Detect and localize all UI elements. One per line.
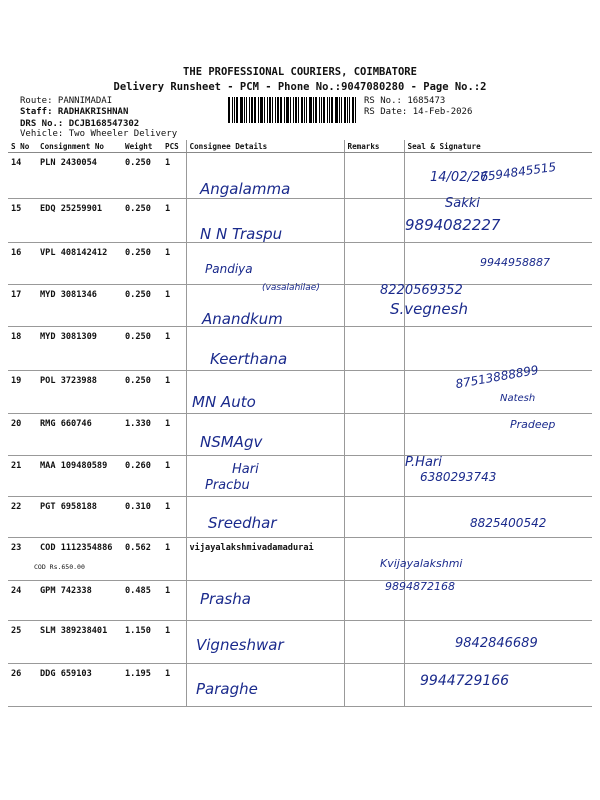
- row-pcs: [162, 371, 186, 414]
- handwritten-name: NSMAgv: [200, 433, 263, 451]
- row-consignment: [37, 243, 122, 285]
- row-sno-text: 14: [11, 158, 22, 168]
- barcode-bar: [272, 97, 273, 123]
- row-pcs: [162, 456, 186, 497]
- rs-no-label: RS No.: 1685473: [364, 96, 446, 106]
- row-sno-text: 23: [11, 543, 22, 553]
- row-pcs-text: 1: [165, 669, 171, 679]
- barcode-bar: [309, 97, 312, 123]
- row-weight-text: 0.562: [125, 543, 151, 553]
- row-remarks: [344, 621, 404, 664]
- row-consignment-text: COD 1112354886: [40, 543, 113, 553]
- row-remarks: [344, 153, 404, 199]
- row-weight-text: 1.330: [125, 419, 151, 429]
- barcode-bar: [264, 97, 265, 123]
- barcode-bar: [240, 97, 243, 123]
- barcode-bar: [267, 97, 268, 123]
- row-consignment-text: EDQ 25259901: [40, 204, 103, 214]
- row-weight-text: 0.485: [125, 586, 151, 596]
- barcode-bar: [269, 97, 271, 123]
- row-remarks: [344, 243, 404, 285]
- row-sno: [8, 414, 37, 456]
- row-seal: [404, 414, 592, 456]
- runsheet-table: [8, 140, 592, 707]
- row-sno-text: 21: [11, 461, 22, 471]
- row-consignment: [37, 371, 122, 414]
- row-sno: [8, 664, 37, 707]
- row-sno: [8, 456, 37, 497]
- barcode-bar: [284, 97, 285, 123]
- table-row: [8, 581, 592, 621]
- row-pcs: [162, 497, 186, 538]
- barcode-bar: [286, 97, 289, 123]
- row-consignment-text: DDG 659103: [40, 669, 92, 679]
- row-pcs: [162, 664, 186, 707]
- col-weight: Weight: [122, 140, 162, 153]
- row-consignment: [37, 621, 122, 664]
- row-pcs-text: 1: [165, 502, 171, 512]
- signature-text: Sakki: [445, 196, 480, 211]
- barcode-bar: [323, 97, 325, 123]
- barcode-bar: [319, 97, 320, 123]
- row-pcs: [162, 581, 186, 621]
- row-sno: [8, 581, 37, 621]
- handwritten-name: Paraghe: [196, 680, 258, 698]
- row-pcs-text: 1: [165, 158, 171, 168]
- row-sno: [8, 243, 37, 285]
- table-row: [8, 327, 592, 371]
- row-pcs: [162, 243, 186, 285]
- row-pcs-text: 1: [165, 626, 171, 636]
- barcode-bar: [251, 97, 253, 123]
- table-row: [8, 199, 592, 243]
- row-pcs-text: 1: [165, 461, 171, 471]
- barcode-bar: [293, 97, 294, 123]
- row-seal: [404, 327, 592, 371]
- row-pcs-text: 1: [165, 290, 171, 300]
- vehicle-label: Vehicle: Two Wheeler Delivery: [20, 129, 178, 139]
- row-weight: [122, 243, 162, 285]
- row-weight-text: 0.250: [125, 376, 151, 386]
- signature-text: 6380293743: [420, 470, 497, 484]
- barcode-bar: [339, 97, 340, 123]
- row-pcs-text: 1: [165, 419, 171, 429]
- row-pcs: [162, 621, 186, 664]
- row-weight-text: 0.250: [125, 158, 151, 168]
- row-weight: [122, 414, 162, 456]
- row-pcs: [162, 285, 186, 327]
- barcode-bar: [246, 97, 247, 123]
- row-remarks: [344, 497, 404, 538]
- route-label: Route: PANNIMADAI: [20, 96, 113, 106]
- row-sno: [8, 497, 37, 538]
- signature-text: Natesh: [500, 393, 536, 404]
- barcode-bar: [244, 97, 245, 123]
- row-pcs-text: 1: [165, 204, 171, 214]
- barcode-bar: [331, 97, 333, 123]
- cod-amount: COD Rs.650.00: [34, 563, 85, 571]
- signature-text: 9894872168: [385, 580, 455, 593]
- barcode-bar: [327, 97, 328, 123]
- col-consignment: Consignment No: [37, 140, 122, 153]
- barcode-bar: [275, 97, 276, 123]
- signature-text: Pradeep: [510, 418, 556, 431]
- row-weight: [122, 621, 162, 664]
- row-sno-text: 15: [11, 204, 22, 214]
- signature-text: 8825400542: [470, 516, 547, 530]
- barcode-bar: [349, 97, 350, 123]
- row-pcs-text: 1: [165, 543, 171, 553]
- row-remarks: [344, 371, 404, 414]
- signature-text: 7594845515: [479, 159, 557, 185]
- row-consignment: [37, 153, 122, 199]
- handwritten-name: Hari: [232, 462, 259, 477]
- signature-text: 14/02/26: [430, 170, 489, 185]
- handwritten-name: Anandkum: [202, 310, 283, 328]
- signature-text: 8220569352: [380, 283, 463, 298]
- barcode-bar: [347, 97, 348, 123]
- barcode-bar: [321, 97, 322, 123]
- barcode-bar: [298, 97, 299, 123]
- row-pcs-text: 1: [165, 332, 171, 342]
- row-consignee-text: vijayalakshmivadamadurai: [189, 543, 314, 553]
- row-consignment: [37, 327, 122, 371]
- row-consignment: [37, 414, 122, 456]
- barcode-bar: [295, 97, 297, 123]
- handwritten-name: N N Traspu: [200, 225, 283, 243]
- col-pcs: PCS: [162, 140, 186, 153]
- row-consignment-text: VPL 408142412: [40, 248, 108, 258]
- row-sno-text: 17: [11, 290, 22, 300]
- barcode-bar: [254, 97, 256, 123]
- row-remarks: [344, 664, 404, 707]
- table-row: [8, 414, 592, 456]
- barcode-bar: [344, 97, 346, 123]
- barcode-bar: [329, 97, 330, 123]
- barcode-bar: [315, 97, 317, 123]
- row-consignment: [37, 664, 122, 707]
- handwritten-name: Pandiya: [205, 262, 253, 276]
- row-weight-text: 1.195: [125, 669, 151, 679]
- drs-label: DRS No.: DCJB168547302: [20, 119, 140, 129]
- signature-text: S.vegnesh: [390, 300, 468, 318]
- row-weight: [122, 538, 162, 581]
- row-weight-text: 1.150: [125, 626, 151, 636]
- row-pcs: [162, 153, 186, 199]
- table-header-row: [8, 140, 592, 153]
- staff-label: Staff: RADHAKRISHNAN: [20, 107, 129, 117]
- signature-text: Kvijayalakshmi: [380, 557, 463, 570]
- row-weight: [122, 153, 162, 199]
- row-consignment: [37, 199, 122, 243]
- barcode-bar: [249, 97, 250, 123]
- row-sno: [8, 371, 37, 414]
- row-consignment: [37, 581, 122, 621]
- row-sno: [8, 199, 37, 243]
- row-consignment-text: SLM 389238401: [40, 626, 108, 636]
- barcode-bar: [306, 97, 307, 123]
- handwritten-name: Keerthana: [210, 350, 288, 368]
- col-sno: S No: [8, 140, 37, 153]
- row-sno-text: 16: [11, 248, 22, 258]
- row-weight: [122, 664, 162, 707]
- row-consignment-text: PLN 2430054: [40, 158, 97, 168]
- barcode-bar: [228, 97, 230, 123]
- barcode-bar: [258, 97, 259, 123]
- row-sno-text: 24: [11, 586, 22, 596]
- row-weight: [122, 371, 162, 414]
- barcode-bar: [234, 97, 235, 123]
- runsheet-subtitle: Delivery Runsheet - PCM - Phone No.:9047080280 - Page No.:2: [113, 81, 487, 93]
- barcode-bar: [277, 97, 279, 123]
- barcode-bar: [301, 97, 303, 123]
- rs-date-label: RS Date: 14-Feb-2026: [364, 107, 473, 117]
- row-consignment-text: PGT 6958188: [40, 502, 97, 512]
- row-remarks: [344, 199, 404, 243]
- row-consignee: [186, 538, 344, 581]
- barcode-bar: [260, 97, 263, 123]
- row-consignment-text: RMG 660746: [40, 419, 92, 429]
- row-consignment: [37, 285, 122, 327]
- signature-text: 87513888899: [454, 362, 540, 392]
- signature-text: 9944729166: [420, 673, 510, 689]
- signature-text: 9894082227: [405, 216, 501, 234]
- row-pcs: [162, 414, 186, 456]
- barcode-bar: [232, 97, 233, 123]
- signature-text: P.Hari: [405, 455, 442, 470]
- row-sno: [8, 285, 37, 327]
- barcode-bar: [304, 97, 305, 123]
- table-row: [8, 456, 592, 497]
- col-remarks: Remarks: [344, 140, 404, 153]
- row-weight-text: 0.260: [125, 461, 151, 471]
- row-weight: [122, 199, 162, 243]
- row-weight: [122, 581, 162, 621]
- row-weight: [122, 285, 162, 327]
- row-consignment-text: GPM 742338: [40, 586, 92, 596]
- row-remarks: [344, 327, 404, 371]
- row-sno-text: 19: [11, 376, 22, 386]
- barcode-bar: [313, 97, 314, 123]
- row-weight-text: 0.250: [125, 204, 151, 214]
- row-consignment: [37, 456, 122, 497]
- row-weight-text: 0.310: [125, 502, 151, 512]
- row-pcs: [162, 538, 186, 581]
- handwritten-name: MN Auto: [192, 393, 256, 411]
- barcode-bar: [352, 97, 354, 123]
- handwritten-name: Sreedhar: [208, 514, 277, 532]
- barcode-bar: [280, 97, 282, 123]
- row-weight: [122, 456, 162, 497]
- signature-text: 9842846689: [455, 636, 538, 651]
- row-sno-text: 20: [11, 419, 22, 429]
- row-weight-text: 0.250: [125, 290, 151, 300]
- handwritten-name: (vasalahilae): [262, 283, 320, 293]
- row-sno: [8, 327, 37, 371]
- row-weight-text: 0.250: [125, 248, 151, 258]
- row-weight-text: 0.250: [125, 332, 151, 342]
- row-sno-text: 18: [11, 332, 22, 342]
- row-consignment: [37, 497, 122, 538]
- row-sno: [8, 538, 37, 581]
- row-pcs: [162, 199, 186, 243]
- handwritten-name: Pracbu: [205, 478, 250, 493]
- row-remarks: [344, 456, 404, 497]
- col-consignee: Consignee Details: [186, 140, 344, 153]
- row-weight: [122, 327, 162, 371]
- barcode-bar: [335, 97, 338, 123]
- barcode-bar: [290, 97, 291, 123]
- row-pcs-text: 1: [165, 376, 171, 386]
- barcode-bar: [341, 97, 342, 123]
- row-pcs-text: 1: [165, 586, 171, 596]
- row-consignment-text: MYD 3081309: [40, 332, 97, 342]
- signature-text: 9944958887: [480, 256, 550, 269]
- row-pcs: [162, 327, 186, 371]
- handwritten-name: Prasha: [200, 590, 251, 608]
- table-row: [8, 538, 592, 581]
- row-consignment-text: MYD 3081346: [40, 290, 97, 300]
- row-sno: [8, 621, 37, 664]
- barcode-bar: [355, 97, 356, 123]
- handwritten-name: Vigneshwar: [196, 636, 284, 654]
- row-consignment-text: POL 3723988: [40, 376, 97, 386]
- row-weight: [122, 497, 162, 538]
- row-sno-text: 25: [11, 626, 22, 636]
- row-consignment-text: MAA 109480589: [40, 461, 108, 471]
- barcode-bar: [236, 97, 238, 123]
- handwritten-name: Angalamma: [200, 180, 291, 198]
- company-title: THE PROFESSIONAL COURIERS, COIMBATORE: [183, 66, 417, 78]
- row-sno-text: 26: [11, 669, 22, 679]
- row-sno-text: 22: [11, 502, 22, 512]
- col-seal: Seal & Signature: [404, 140, 592, 153]
- row-consignment: [34, 538, 122, 581]
- row-pcs-text: 1: [165, 248, 171, 258]
- row-remarks: [344, 414, 404, 456]
- row-sno: [8, 153, 37, 199]
- barcode: [228, 97, 360, 123]
